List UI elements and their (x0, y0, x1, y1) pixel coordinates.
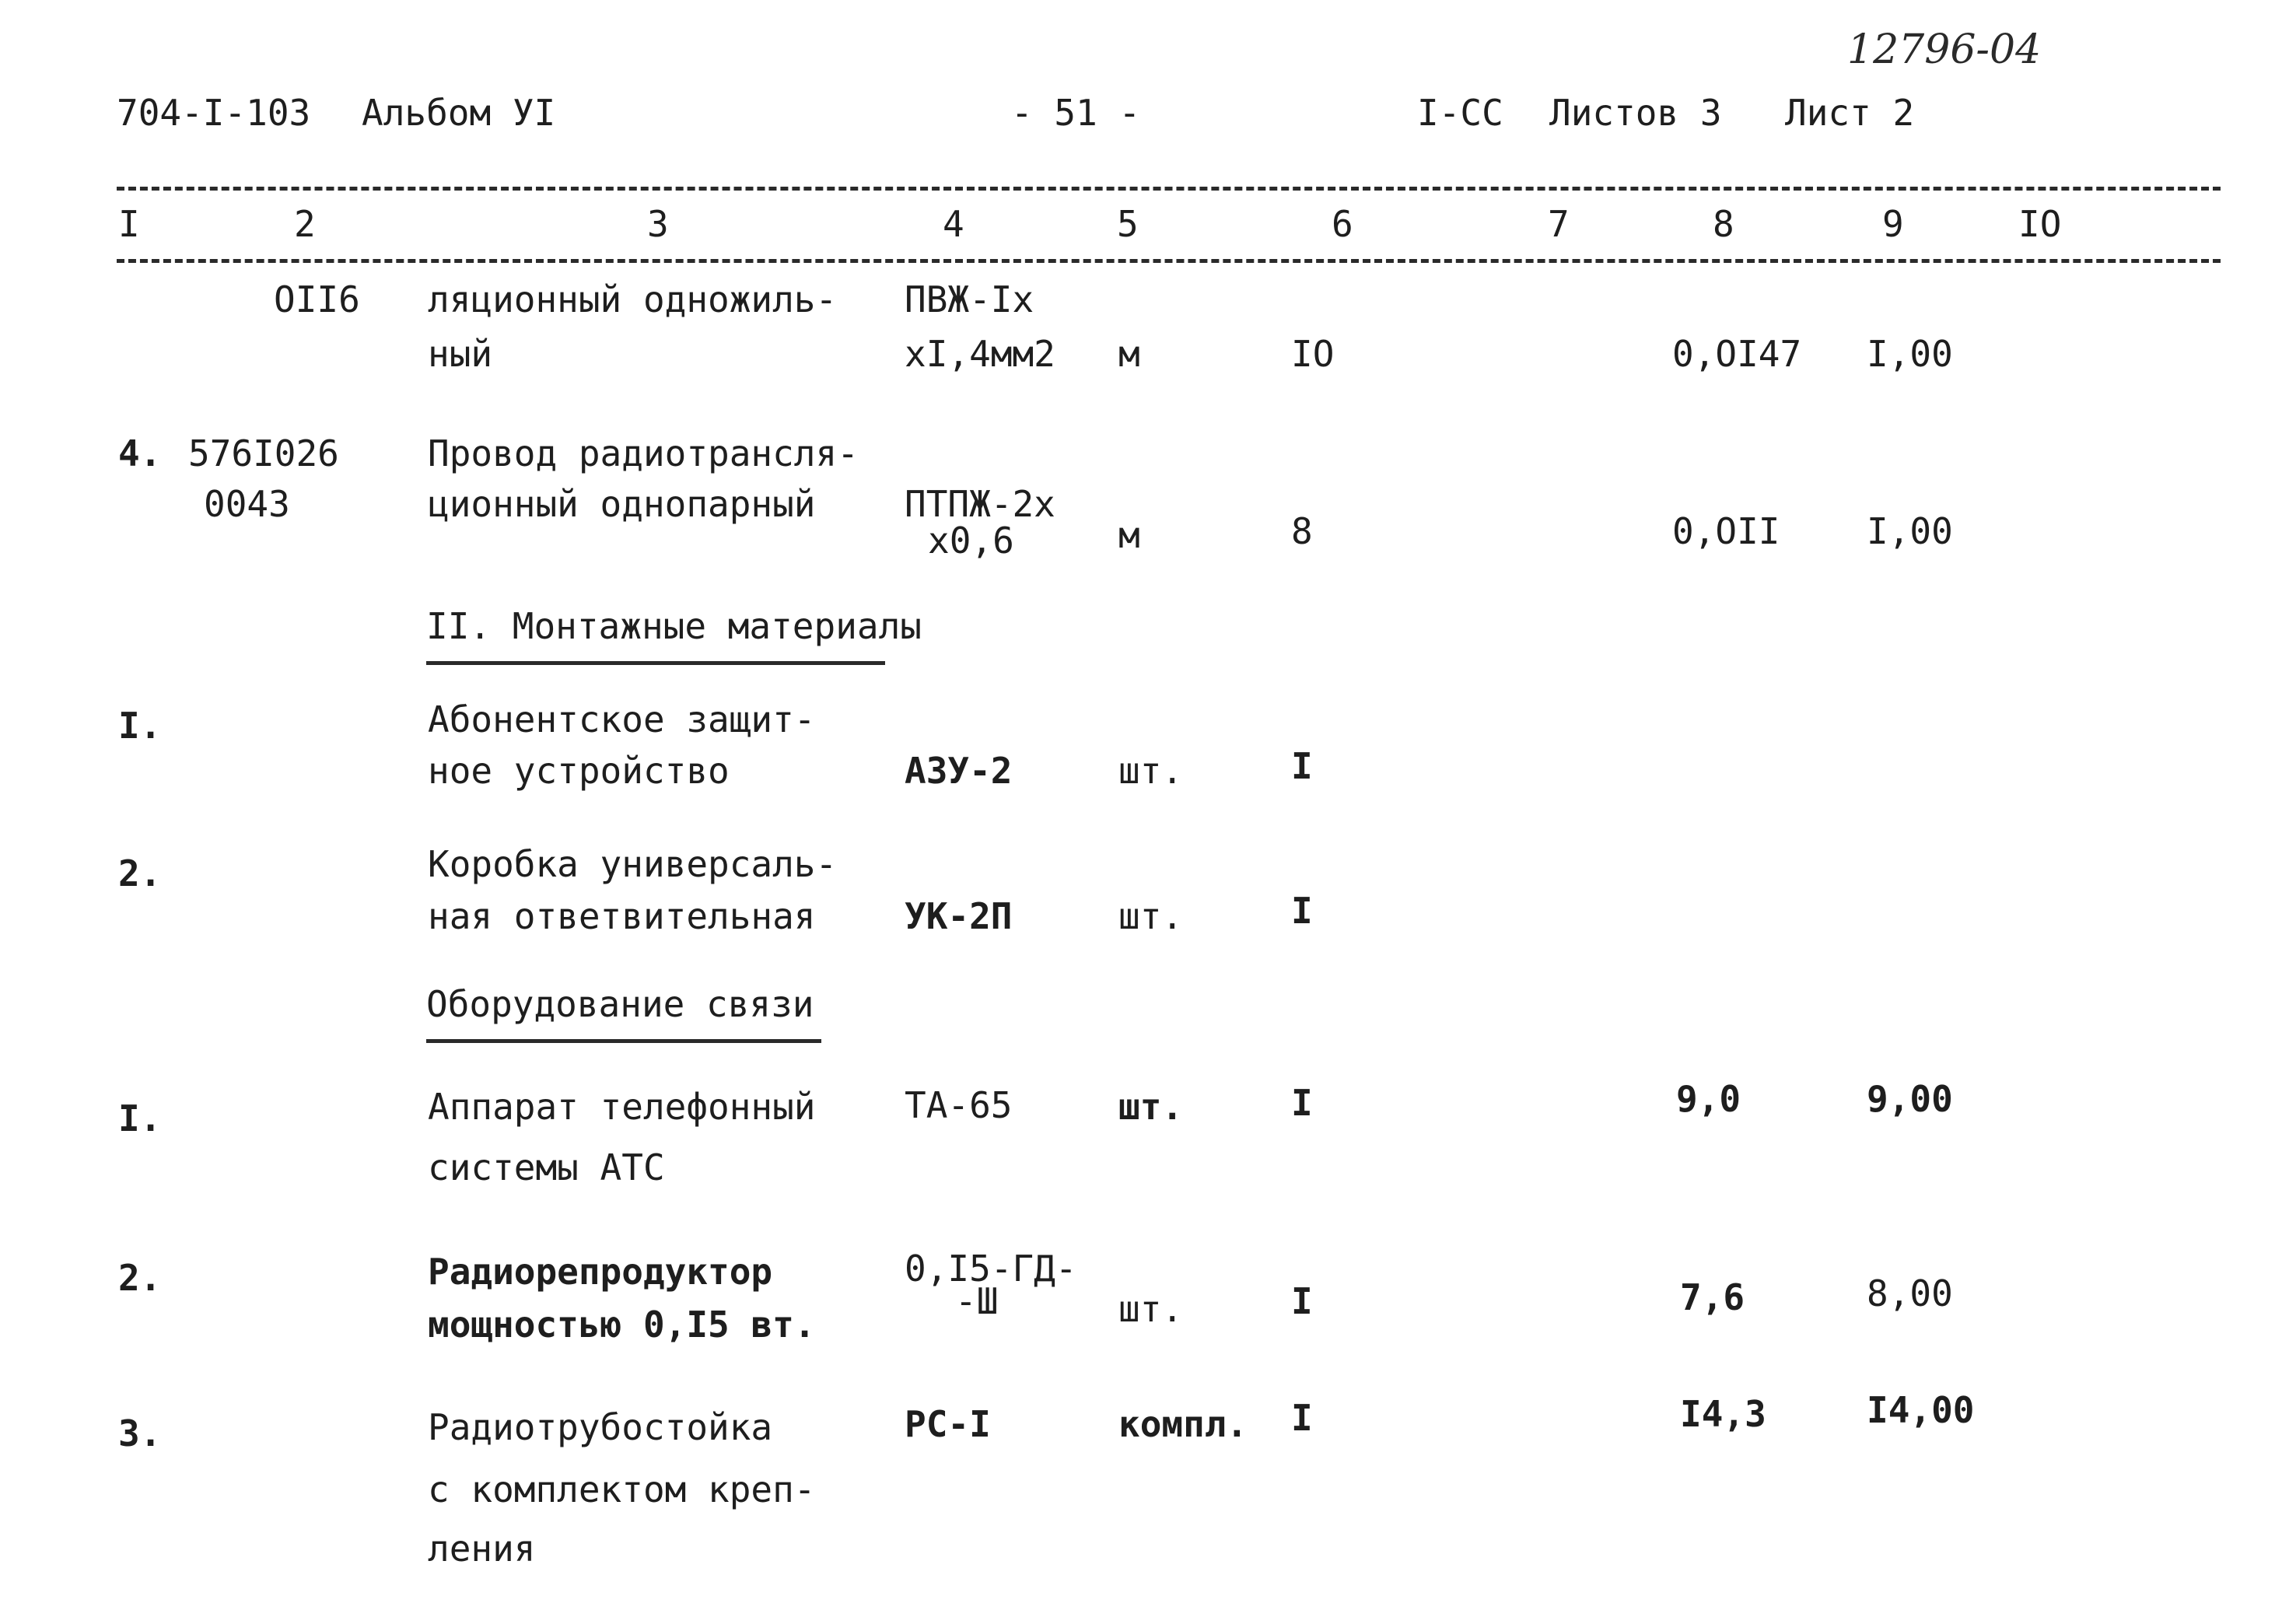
row-name: ный (428, 333, 493, 375)
row-name: Радиотрубостойка (428, 1406, 773, 1448)
row-number: 4. (118, 432, 162, 474)
row-mark: -Ш (955, 1280, 999, 1322)
row-name: мощностью 0,I5 вт. (428, 1304, 816, 1346)
column-header-6: 6 (1332, 203, 1353, 245)
column-header-3: 3 (647, 203, 669, 245)
row-quantity: 8 (1291, 510, 1313, 552)
row-total: I4,00 (1867, 1389, 1975, 1431)
section-heading: Оборудование связи (426, 983, 814, 1025)
row-name: Аппарат телефонный (428, 1086, 816, 1128)
row-mark: АЗУ-2 (905, 750, 1013, 792)
row-mark: 0,I5-ГД- (905, 1248, 1077, 1290)
row-total: I,00 (1867, 510, 1953, 552)
row-name: системы АТС (428, 1146, 665, 1188)
row-name: ное устройство (428, 750, 730, 792)
row-number: 2. (118, 1257, 162, 1299)
page-number: - 51 - (1011, 92, 1141, 134)
row-quantity: I (1291, 890, 1313, 932)
column-header-4: 4 (943, 203, 964, 245)
row-name: ная ответвительная (428, 895, 816, 937)
row-name: Абонентское защит- (428, 698, 816, 740)
row-unit-mass: 7,6 (1680, 1276, 1745, 1318)
row-number: I. (118, 705, 162, 747)
row-unit-mass: 0,OI47 (1672, 333, 1802, 375)
row-code: 0043 (204, 483, 290, 525)
row-mark: РС-I (905, 1403, 991, 1445)
sheet-number: Лист 2 (1785, 92, 1915, 134)
section-code: I-СС (1417, 92, 1503, 134)
column-header-9: 9 (1882, 203, 1904, 245)
column-header-1: I (118, 203, 140, 245)
column-header-5: 5 (1117, 203, 1139, 245)
row-name: Провод радиотрансля- (428, 432, 859, 474)
column-header-8: 8 (1713, 203, 1734, 245)
row-unit-mass: I4,3 (1680, 1393, 1766, 1435)
row-unit-mass: 0,OII (1672, 510, 1780, 552)
row-unit: шт. (1118, 750, 1184, 792)
row-quantity: I (1291, 1082, 1313, 1124)
row-code: 576I026 (188, 432, 339, 474)
document-number: 704-I-103 (117, 92, 311, 134)
row-number: 2. (118, 852, 162, 894)
row-mark: ПВЖ-Iх (905, 278, 1034, 320)
row-unit-mass: 9,0 (1676, 1078, 1741, 1120)
row-code: OII6 (274, 278, 360, 320)
header-rule-top (117, 187, 2221, 191)
row-name: Радиорепродуктор (428, 1251, 773, 1293)
sheets-total: Листов 3 (1549, 92, 1722, 134)
row-total: I,00 (1867, 333, 1953, 375)
section-underline (426, 1039, 821, 1043)
row-mark: ТА-65 (905, 1084, 1013, 1126)
row-unit: шт. (1118, 1086, 1184, 1128)
row-mark: хI,4мм2 (905, 333, 1055, 375)
section-underline (426, 661, 885, 665)
archive-stamp: 12796-04 (1847, 26, 2042, 73)
row-total: 8,00 (1867, 1272, 1953, 1314)
row-quantity: IO (1291, 333, 1335, 375)
row-mark: х0,6 (928, 520, 1014, 562)
row-quantity: I (1291, 745, 1313, 787)
row-number: I. (118, 1097, 162, 1139)
row-total: 9,00 (1867, 1078, 1953, 1120)
row-name: ления (428, 1528, 536, 1570)
row-name: Коробка универсаль- (428, 843, 838, 885)
row-unit: шт. (1118, 895, 1184, 937)
header-rule-bottom (117, 259, 2221, 263)
album-label: Альбом УI (362, 92, 556, 134)
column-header-2: 2 (294, 203, 316, 245)
row-name: ционный однопарный (428, 483, 816, 525)
row-unit: шт. (1118, 1288, 1184, 1330)
row-quantity: I (1291, 1280, 1313, 1322)
row-unit: м (1118, 514, 1140, 556)
column-header-7: 7 (1548, 203, 1570, 245)
row-mark: ПТПЖ-2х (905, 483, 1055, 525)
row-quantity: I (1291, 1397, 1313, 1439)
section-heading: II. Монтажные материалы (426, 605, 922, 647)
row-number: 3. (118, 1412, 162, 1454)
row-unit: компл. (1118, 1403, 1248, 1445)
row-name: ляционный одножиль- (428, 278, 838, 320)
row-name: с комплектом креп- (428, 1468, 816, 1510)
row-mark: УК-2П (905, 895, 1013, 937)
row-unit: м (1118, 333, 1140, 375)
column-header-10: IO (2018, 203, 2062, 245)
